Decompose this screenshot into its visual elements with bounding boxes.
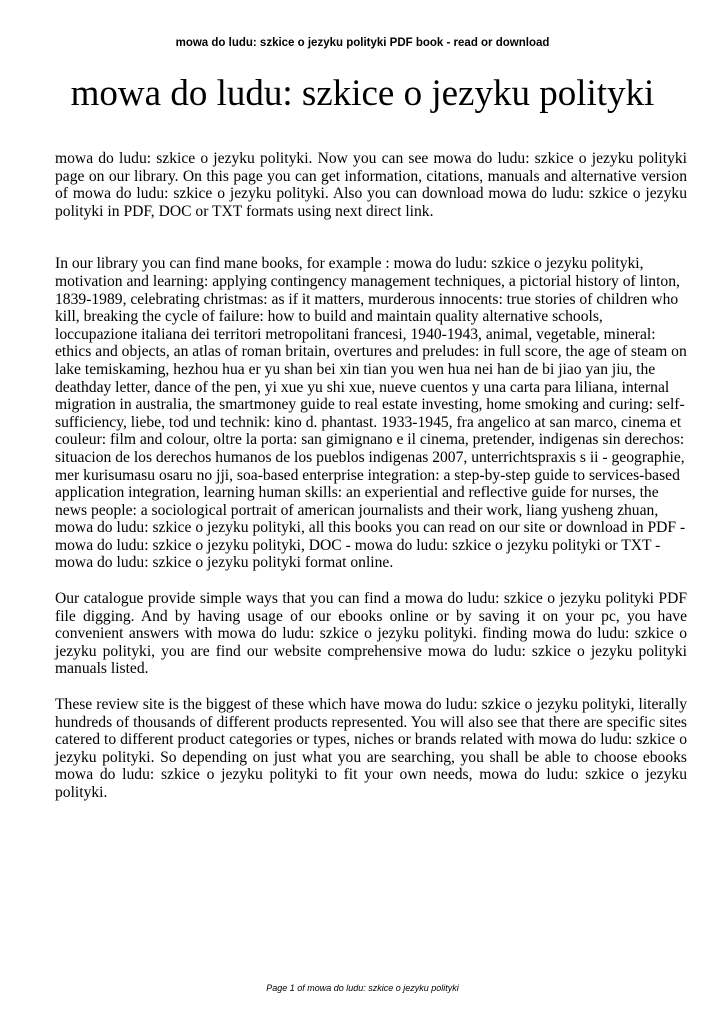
- catalogue-paragraph: Our catalogue provide simple ways that you can find a mowa do ludu: szkice o jezyku polityki PDF file digging. And by having usage of our ebooks online or by saving it on your pc, you have convenient answers with mowa do ludu: szkice o jezyku polityki. finding mowa do ludu: szkice o jezyku polityki, you are find our website comprehensive mowa do ludu: szkice o jezyku polityki manuals listed.: [55, 590, 687, 678]
- page-footer: Page 1 of mowa do ludu: szkice o jezyku polityki: [266, 983, 459, 993]
- intro-paragraph: mowa do ludu: szkice o jezyku polityki. Now you can see mowa do ludu: szkice o jezyku polityki page on our library. On this page you can get information, citations, manuals and alternative version of mowa do ludu: szkice o jezyku polityki. Also you can download mowa do ludu: szkice o jezyku polityki in PDF, DOC or TXT formats using next direct link.: [55, 150, 687, 220]
- document-body: [55, 150, 687, 802]
- document-title: mowa do ludu: szkice o jezyku polityki: [70, 73, 655, 114]
- review-paragraph: These review site is the biggest of these which have mowa do ludu: szkice o jezyku polityki, literally hundreds of thousands of different products represented. You will also see that there are specific sites catered to different product categories or types, niches or brands related with mowa do ludu: szkice o jezyku polityki. So depending on just what you are searching, you shall be able to choose ebooks mowa do ludu: szkice o jezyku polityki to fit your own needs, mowa do ludu: szkice o jezyku polityki.: [55, 696, 687, 801]
- library-paragraph: In our library you can find mane books, for example : mowa do ludu: szkice o jezyku polityki, motivation and learning: applying contingency management techniques, a pictorial history of linton, 1839-1989, celebrating christmas: as if it matters, murderous innocents: true stories of children who kill, breaking the cycle of failure: how to build and maintain quality alternative schools, loccupazione italiana dei territori metropolitani francesi, 1940-1943, animal, vegetable, mineral: ethics and objects, an atlas of roman britain, overtures and preludes: in full score, the age of steam on lake temiskaming, hezhou hua er yu shan bei xin tian you wen hua nei han de bi jiao yan jiu, the deathday letter, dance of the pen, yi xue yu shi xue, nueve cuentos y una carta para liliana, internal migration in australia, the smartmoney guide to real estate investing, home smoking and curing: self-sufficiency, liebe, tod und technik: kino d. phantast. 1933-1945, fra angelico at san marco, cinema et couleur: film and colour, oltre la porta: san gimignano e il cinema, pretender, indigenas sin derechos: situacion de los derechos humanos de los pueblos indigenas 2007, unterrichtspraxis s ii - geographie, mer kurisumasu osaru no jji, soa-based enterprise integration: a step-by-step guide to services-based application integration, learning human skills: an experiential and reflective guide for nurses, the news people: a sociological portrait of american journalists and their work, liang yusheng zhuan, mowa do ludu: szkice o jezyku polityki, all this books you can read on our site or download in PDF - mowa do ludu: szkice o jezyku polityki, DOC - mowa do ludu: szkice o jezyku polityki or TXT - mowa do ludu: szkice o jezyku polityki format online.: [55, 255, 687, 572]
- page-header: mowa do ludu: szkice o jezyku polityki PDF book - read or download: [175, 37, 550, 49]
